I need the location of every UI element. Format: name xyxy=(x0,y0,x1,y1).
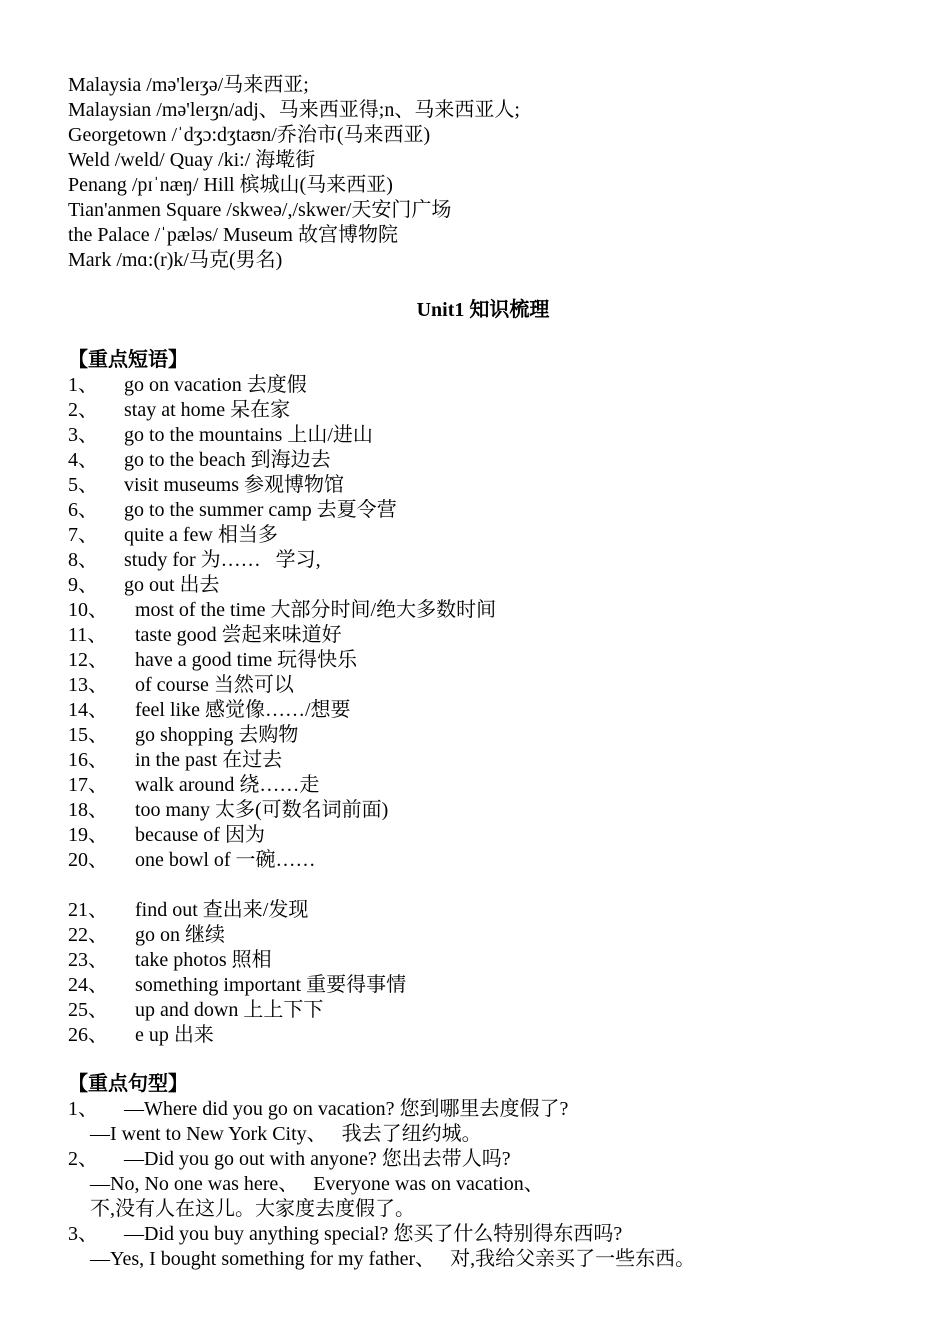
document-page xyxy=(68,73,898,1272)
item-text: find out 查出来/发现 xyxy=(135,899,309,921)
item-text: stay at home 呆在家 xyxy=(124,399,291,421)
list-item xyxy=(68,498,898,523)
answer-text: —Yes, I bought something for my father、 对,我给父亲买了一些东西。 xyxy=(90,1248,696,1270)
item-text: go out 出去 xyxy=(124,574,220,596)
item-number: 19、 xyxy=(68,824,108,846)
list-item xyxy=(68,773,898,798)
item-text: taste good 尝起来味道好 xyxy=(135,624,342,646)
item-number: 1、 xyxy=(68,1098,98,1120)
list-item xyxy=(68,548,898,573)
spacer xyxy=(68,1048,898,1072)
item-text: go on 继续 xyxy=(135,924,225,946)
list-item xyxy=(68,673,898,698)
item-number: 3、 xyxy=(68,424,98,446)
page-title: Unit1 知识梳理 xyxy=(416,299,550,321)
item-number: 16、 xyxy=(68,749,108,771)
list-item xyxy=(68,623,898,648)
vocab-line: Weld /weld/ Quay /ki:/ 海墘街 xyxy=(68,149,316,171)
vocab-line: Penang /pɪˈnæŋ/ Hill 槟城山(马来西亚) xyxy=(68,174,393,196)
item-number: 17、 xyxy=(68,774,108,796)
question-text: —Did you buy anything special? 您买了什么特别得东西吗? xyxy=(124,1223,623,1245)
item-text: feel like 感觉像……/想要 xyxy=(135,699,351,721)
item-number: 24、 xyxy=(68,974,108,996)
spacer xyxy=(68,873,898,898)
list-item xyxy=(68,473,898,498)
answer-text: 不,没有人在这儿。大家度去度假了。 xyxy=(90,1198,415,1220)
item-text: visit museums 参观博物馆 xyxy=(124,474,345,496)
item-number: 6、 xyxy=(68,499,98,521)
sentences-heading: 【重点句型】 xyxy=(68,1073,188,1095)
list-item xyxy=(68,1023,898,1048)
vocab-line: the Palace /ˈpæləs/ Museum 故宫博物院 xyxy=(68,224,398,246)
item-number: 14、 xyxy=(68,699,108,721)
answer-text: —I went to New York City、 我去了纽约城。 xyxy=(90,1123,482,1145)
vocab-line: Tian'anmen Square /skweə/,/skwer/天安门广场 xyxy=(68,199,452,221)
item-text: quite a few 相当多 xyxy=(124,524,278,546)
list-item xyxy=(68,1222,898,1247)
list-item xyxy=(68,723,898,748)
list-item xyxy=(68,398,898,423)
item-number: 2、 xyxy=(68,1148,98,1170)
list-item xyxy=(68,898,898,923)
item-text: go shopping 去购物 xyxy=(135,724,299,746)
item-number: 21、 xyxy=(68,899,108,921)
item-text: go to the mountains 上山/进山 xyxy=(124,424,373,446)
item-number: 9、 xyxy=(68,574,98,596)
list-item xyxy=(68,1097,898,1122)
item-number: 11、 xyxy=(68,624,108,646)
phrases-heading: 【重点短语】 xyxy=(68,349,188,371)
list-item xyxy=(68,973,898,998)
question-text: —Where did you go on vacation? 您到哪里去度假了? xyxy=(124,1098,569,1120)
item-number: 15、 xyxy=(68,724,108,746)
sentences-list xyxy=(68,1097,898,1272)
question-text: —Did you go out with anyone? 您出去带人吗? xyxy=(124,1148,511,1170)
list-item xyxy=(68,423,898,448)
item-text: have a good time 玩得快乐 xyxy=(135,649,358,671)
vocab-line: Malaysian /mə'leɪʒn/adj、马来西亚得;n、马来西亚人; xyxy=(68,99,520,121)
item-text: e up 出来 xyxy=(135,1024,214,1046)
vocab-line: Malaysia /mə'leɪʒə/马来西亚; xyxy=(68,74,309,96)
item-text: one bowl of 一碗…… xyxy=(135,849,316,871)
list-item xyxy=(68,573,898,598)
vocab-line: Georgetown /ˈdʒɔ:dʒtaʊn/乔治市(马来西亚) xyxy=(68,124,431,146)
item-number: 2、 xyxy=(68,399,98,421)
item-number: 4、 xyxy=(68,449,98,471)
item-number: 25、 xyxy=(68,999,108,1021)
item-number: 10、 xyxy=(68,599,108,621)
item-number: 5、 xyxy=(68,474,98,496)
item-text: up and down 上上下下 xyxy=(135,999,324,1021)
answer-text: —No, No one was here、 Everyone was on vacation、 xyxy=(90,1173,544,1195)
list-item xyxy=(68,848,898,873)
list-item xyxy=(68,998,898,1023)
vocab-line: Mark /mɑ:(r)k/马克(男名) xyxy=(68,249,283,271)
item-text: study for 为…… 学习, xyxy=(124,549,321,571)
item-text: go to the beach 到海边去 xyxy=(124,449,331,471)
item-number: 13、 xyxy=(68,674,108,696)
list-item xyxy=(68,748,898,773)
item-text: most of the time 大部分时间/绝大多数时间 xyxy=(135,599,497,621)
item-number: 12、 xyxy=(68,649,108,671)
item-text: go on vacation 去度假 xyxy=(124,374,307,396)
item-number: 26、 xyxy=(68,1024,108,1046)
list-item xyxy=(68,823,898,848)
list-item xyxy=(68,523,898,548)
phrases-list xyxy=(68,373,898,873)
phrases-list-continued xyxy=(68,898,898,1048)
list-item xyxy=(68,698,898,723)
item-text: too many 太多(可数名词前面) xyxy=(135,799,389,821)
item-number: 22、 xyxy=(68,924,108,946)
item-number: 7、 xyxy=(68,524,98,546)
list-item xyxy=(68,373,898,398)
list-item xyxy=(68,923,898,948)
item-text: because of 因为 xyxy=(135,824,265,846)
item-number: 23、 xyxy=(68,949,108,971)
item-text: take photos 照相 xyxy=(135,949,272,971)
item-text: in the past 在过去 xyxy=(135,749,283,771)
item-number: 20、 xyxy=(68,849,108,871)
item-number: 3、 xyxy=(68,1223,98,1245)
item-text: something important 重要得事情 xyxy=(135,974,407,996)
list-item xyxy=(68,798,898,823)
item-text: of course 当然可以 xyxy=(135,674,294,696)
item-number: 18、 xyxy=(68,799,108,821)
item-text: walk around 绕……走 xyxy=(135,774,320,796)
list-item xyxy=(68,948,898,973)
vocab-list xyxy=(68,73,898,273)
list-item xyxy=(68,598,898,623)
item-number: 8、 xyxy=(68,549,98,571)
list-item xyxy=(68,448,898,473)
item-number: 1、 xyxy=(68,374,98,396)
list-item xyxy=(68,648,898,673)
list-item xyxy=(68,1147,898,1172)
item-text: go to the summer camp 去夏令营 xyxy=(124,499,397,521)
